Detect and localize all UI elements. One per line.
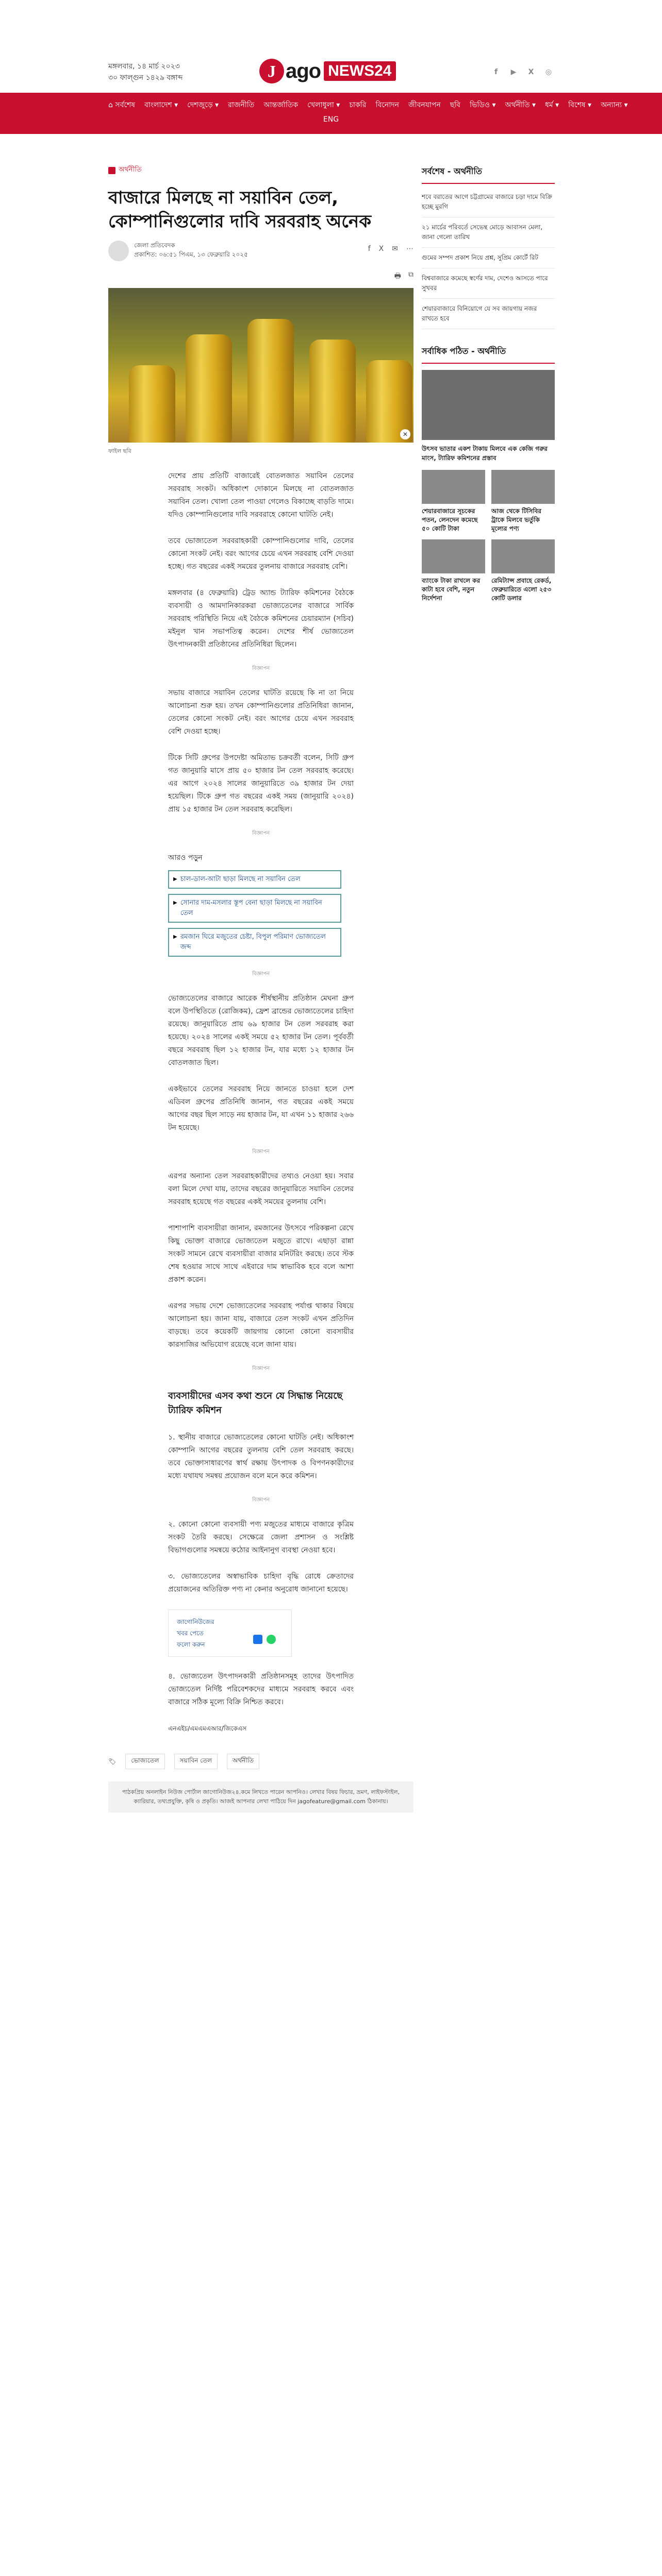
ad-label: বিজ্ঞাপন — [252, 1366, 270, 1371]
nav-item[interactable]: ⌂ সর্বশেষ — [108, 101, 136, 109]
nav-item[interactable]: বিনোদন — [375, 101, 400, 109]
article-tools — [108, 270, 413, 283]
latest-heading: সর্বশেষ - অর্থনীতি — [422, 165, 555, 184]
header-date — [108, 61, 183, 83]
bottle-shape — [247, 319, 294, 443]
decision: ৩. ভোজ্যতেলের অস্বাভাবিক চাহিদা বৃদ্ধি রোধে ক্রেতাদের প্রয়োজনের অতিরিক্ত পণ্য না কেনার অনুরোধ জানানো হয়েছে। — [168, 1572, 354, 1594]
hero-image — [108, 288, 413, 443]
nav-item[interactable]: বাংলাদেশ ▾ — [144, 101, 178, 109]
closing-paragraph: ৪. ভোজ্যতেল উৎপাদনকারী প্রতিষ্ঠানসমূহ তাদের উৎপাদিত ভোজ্যতেল নির্দিষ্ট পরিবেশকদের মাধ্যমে সরবরাহ করবে এবং বাজারে সঠিক মূল্যে বিক্রি নিশ্চিত করবে। — [168, 1672, 354, 1706]
breadcrumb — [108, 165, 413, 176]
related-links — [168, 870, 354, 957]
logo-wordmark: ago — [286, 59, 321, 82]
nav-items — [108, 97, 628, 113]
paragraph: টিকে সিটি গ্রুপের উপদেষ্টা অমিতাভ চক্রবর্তী বলেন, সিটি গ্রুপ গত জানুয়ারি মাসে প্রায় ৫০ হাজার টন তেল সরবরাহ করেছে। এর আগে ২০২৪ সালের জানুয়ারিতে ৩৯ হাজার টন দেয়া হয়েছিল। টিকে গ্রুপ গত বছরের একই সময় (জানুয়ারি ২০২৪) প্রায় ১৫ হাজার টন তেল সরবরাহ করেছিল। — [168, 754, 354, 814]
bottle-shape — [129, 365, 175, 443]
paragraph: এরপর সভায় দেশে ভোজ্যতেলের সরবরাহ পর্যাপ্ত থাকার বিষয়ে আলোচনা হয়। জানা যায়, বাজারে তেল সংকট এখন প্রতিদিন বাড়ছে। তবে কয়েকটি জায়গায় কোনো কোনো ব্যবসায়ীর কারসাজির অভিযোগ রয়েছে বলে জানা যায়। — [168, 1302, 354, 1349]
thumbnail — [422, 470, 485, 504]
latest-item[interactable]: ২১ মার্চের পরিবর্তে সেভেন্থ মোড়ে আবাসন মেলা, জানা গেলো তারিখ — [422, 217, 555, 248]
facebook-share-icon[interactable]: f — [368, 245, 371, 253]
contributor-notice: পাঠকপ্রিয় অনলাইন নিউজ পোর্টাল জাগোনিউজ২৪.কমে লিখতে পারেন আপনিও। লেখার বিষয় ফিচার, ভ্রমণ, লাইফস্টাইল, ক্যারিয়ার, তথ্যপ্রযুক্তি, কৃষি ও প্রকৃতি। আজই আপনার লেখা পাঠিয়ে দিন jagofeature@gmail.com ঠিকানায়। — [108, 1782, 413, 1812]
thumbnail — [491, 470, 555, 504]
popular-card-title: শেয়ারবাজারে সূচকের পতন, লেনদেন কমেছে ৫০ কোটি টাকা — [422, 507, 478, 532]
ad-label: বিজ্ঞাপন — [252, 831, 270, 836]
follow-link[interactable]: ফলো করুন — [177, 1641, 205, 1648]
related-link[interactable] — [168, 894, 341, 923]
also-read-heading: আরও পড়ুন — [168, 854, 203, 862]
paragraph: এরপর অন্যান্য তেল সরবরাহকারীদের তথ্যও নেওয়া হয়। সবার বলা মিলে দেখা যায়, তাদের বছরের জানুয়ারিতে সয়াবিন তেলের সরবরাহ হয়েছে গত বছরের একই সময়ের তুলনায় বেশি। — [168, 1172, 354, 1206]
share-bar — [368, 245, 413, 253]
bottle-shape — [309, 340, 356, 443]
close-icon[interactable]: ✕ — [400, 429, 410, 439]
decision: ১. স্থানীয় বাজারে ভোজ্যতেলের কোনো ঘাটতি নেই। অধিকাংশ কোম্পানি আগের বছরের তুলনায় বেশি তেল সরবরাহ করছে। তবে ভোক্তাসাধারণের স্বার্থ রক্ষায় উৎপাদক ও বিপণনকারীদের মধ্যে যথাযথ সমন্বয় প্রয়োজন বলে মনে করে কমিশন। — [168, 1433, 354, 1480]
subheading: ব্যবসায়ীদের এসব কথা শুনে যে সিদ্ধান্ত নিয়েছে ট্যারিফ কমিশন — [168, 1391, 343, 1416]
x-icon[interactable]: X — [528, 68, 534, 76]
nav-item[interactable]: ধর্ম ▾ — [545, 101, 559, 109]
print-icon[interactable]: 🖶 — [394, 272, 401, 280]
follow-title: জাগোনিউজের — [177, 1618, 214, 1625]
paragraph: সভায় বাজারে সয়াবিন তেলের ঘাটতি রয়েছে কি না তা নিয়ে আলোচনা শুরু হয়। তখন কোম্পানিগুলোর প্রতিনিধিরা জানান, তেলের কোনো সংকট নেই। বরং আগের চেয়ে এখন সরবরাহ বেশি দেওয়া হচ্ছে। — [168, 689, 354, 736]
tag[interactable]: অর্থনীতি — [227, 1754, 259, 1769]
ad-label: বিজ্ঞাপন — [252, 666, 270, 671]
article-title: বাজারে মিলছে না সয়াবিন তেল, কোম্পানিগুলোর দাবি সরবরাহ অনেক — [108, 188, 372, 232]
related-link[interactable] — [168, 928, 341, 957]
breadcrumb-category[interactable]: অর্থনীতি — [119, 166, 142, 174]
popular-lead[interactable] — [422, 370, 555, 463]
paragraph: পাশাপাশি ব্যবসায়ীরা জানান, রমজানের উৎসবে পরিকল্পনা রেখে কিছু ভোক্তা বাজারে ভোজ্যতেল মজুতে রাখে। এছাড়া রান্না সংকট সামনে রেখে ব্যবসায়ীরা বাজার মনিটরিং করছে। তবে স্টক শেষ হওয়ার সাথে সাথে এইবারে দাম স্বাভাবিক হবে বলে আশা প্রকাশ করেন। — [168, 1224, 354, 1284]
arrow-icon: ▶ — [173, 900, 177, 906]
date-line-bangla: ৩০ ফাল্গুন ১৪২৯ বঙ্গাব্দ — [108, 74, 183, 82]
nav-item[interactable]: খেলাধুলা ▾ — [307, 101, 340, 109]
facebook-icon[interactable]: f — [494, 68, 498, 76]
copy-link-icon[interactable]: ⧉ — [408, 270, 413, 279]
thumbnail — [422, 370, 555, 440]
decision: ২. কোনো কোনো ব্যবসায়ী পণ্য মজুতের মাধ্যমে বাজারে কৃত্রিম সংকট তৈরি করছে। সেক্ষেত্রে জেলা প্রশাসন ও সংশ্লিষ্ট বিভাগগুলোর সমন্বয়ে কঠোর আইনানুগ ব্যবস্থা নেওয়া হবে। — [168, 1520, 354, 1554]
popular-lead-title: উৎসব ভাতার একশ টাকায় মিলবে এক কেজি গরুর মাংস, ট্যারিফ কমিশনের প্রস্তাব — [422, 445, 548, 462]
nav-item[interactable]: অর্থনীতি ▾ — [505, 101, 536, 109]
signature: এনএইচ/এমএমএআর/জিকেএস — [168, 1725, 246, 1732]
paragraph: তবে ভোজ্যতেল সরবরাহকারী কোম্পানিগুলোর দাবি, তেলের কোনো সংকট নেই। বরং আগের চেয়ে এখন সরবরাহ বেশি দেওয়া হচ্ছে। গত বছরের একই সময়ের তুলনায় বাজারে সরবরাহ বেশি। — [168, 537, 354, 571]
paragraph: ভোজ্যতেলের বাজারে আরেক শীর্ষস্থানীয় প্রতিষ্ঠান মেঘনা গ্রুপ বলে উপস্থিতিতে (রোজিকম), ফ্রেশ ব্রান্ডের ভোজ্যতেলের চাহিদা রয়েছে। জানুয়ারিতে প্রায় ৬৯ হাজার টন তেল সরবরাহ করা হয়েছে। ২০২৪ সালের একই সময়ে ৫২ হাজার টন তেল। পূর্ববর্তী বছরে সরবরাহ ছিল ১২ হাজার টন, যার মধ্যে ১২ হাজার টন বোতলজাত ছিল। — [168, 994, 354, 1067]
article-body — [168, 470, 354, 1735]
arrow-icon: ▶ — [173, 934, 177, 940]
nav-item[interactable]: আন্তর্জাতিক — [263, 101, 299, 109]
tag[interactable]: সয়াবিন তেল — [174, 1754, 218, 1769]
instagram-icon[interactable]: ◎ — [545, 68, 552, 76]
tag[interactable]: ভোজ্যতেল — [125, 1754, 164, 1769]
sidebar — [422, 134, 555, 603]
ad-label: বিজ্ঞাপন — [252, 1149, 270, 1155]
email-share-icon[interactable]: ✉ — [392, 245, 398, 253]
related-link-text: সোনার দাম-মসলার স্তূপ বেনা ছাড়া মিলছে না সয়াবিন তেল — [180, 899, 322, 917]
nav-item[interactable]: ছবি — [450, 101, 460, 109]
popular-card[interactable] — [491, 539, 555, 603]
photo-caption: ফাইল ছবি — [108, 448, 131, 454]
ad-label: বিজ্ঞাপন — [252, 1497, 270, 1503]
latest-item[interactable]: বিশ্ববাজারে কমেছে স্বর্ণের দাম, দেশেও আসতে পারে সুখবর — [422, 268, 555, 299]
paragraph: দেশের প্রায় প্রতিটি বাজারেই বোতলজাত সয়াবিন তেলের সরবরাহ সংকট। অধিকাংশ দোকানে মিলছে না বোতলজাত সয়াবিন তেল। খোলা তেল পাওয়া গেলেও বিকাচ্ছে বাড়তি দামে। যদিও কোম্পানিগুলোর দাবি সরবরাহে কোনো ঘাটতি নেই। — [168, 472, 354, 519]
language-switch[interactable]: ENG — [323, 115, 339, 124]
related-link[interactable] — [168, 870, 341, 889]
popular-card-title: আজ থেকে টিসিবির ট্রাকে মিলবে ভর্তুকি মূল্যের পণ্য — [491, 507, 541, 532]
popular-card[interactable] — [422, 539, 485, 603]
latest-item[interactable]: শবে বরাতের আগে চট্টগ্রামের বাজারে চড়া দামে বিক্রি হচ্ছে মুরগি — [422, 187, 555, 217]
nav-item[interactable]: ভিডিও ▾ — [469, 101, 496, 109]
follow-box — [168, 1609, 292, 1657]
related-link-text: রমজান ঘিরে মজুতের চেষ্টা, বিপুল পরিমাণ ভোজ্যতেল জব্দ — [180, 933, 326, 951]
date-line: মঙ্গলবার, ১৪ মার্চ ২০২৩ — [108, 62, 180, 71]
site-logo[interactable] — [259, 58, 396, 84]
article-meta — [108, 241, 413, 261]
home-icon[interactable] — [108, 167, 115, 174]
latest-list — [422, 187, 555, 329]
nav-item[interactable]: দেশজুড়ে ▾ — [187, 101, 219, 109]
popular-heading: সর্বাধিক পঠিত - অর্থনীতি — [422, 345, 555, 364]
arrow-icon: ▶ — [173, 876, 177, 882]
popular-card[interactable] — [422, 470, 485, 533]
nav-item[interactable]: চাকরি — [349, 101, 367, 109]
social-links — [491, 67, 554, 77]
author-avatar — [108, 241, 129, 261]
logo-mark: J — [259, 59, 284, 83]
site-header — [0, 0, 662, 93]
youtube-icon[interactable]: ▶ — [510, 68, 517, 76]
thumbnail — [491, 539, 555, 573]
latest-item[interactable]: শেয়ারবাজারে বিনিয়োগে যে সব জায়গায় নজর রাখতে হবে — [422, 299, 555, 329]
publish-time: প্রকাশিত: ০৬:৫১ পিএম, ১৩ ফেব্রুয়ারি ২০২৫ — [134, 251, 248, 258]
tag-list — [108, 1754, 413, 1769]
related-link-text: চাল-ডাল-আটা ছাড়া মিলছে না সয়াবিন তেল — [180, 875, 301, 883]
author-name[interactable]: জেলা প্রতিবেদক — [134, 242, 175, 249]
paragraph: একইভাবে তেলের সরবরাহ নিয়ে জানতে চাওয়া হলে দেশ এডিবল গ্রুপের প্রতিনিধি জানান, গত বছরের একই সময়ে আগের বছর ছিল সাড়ে নয় হাজার টন, যা এখন ১১ হাজার ২৬৬ টন হয়েছে। — [168, 1085, 354, 1132]
popular-card-title: ব্যাংকে টাকা রাখলে কর কাটা হবে বেশি, নতুন নির্দেশনা — [422, 577, 481, 602]
follow-link[interactable]: খবর পেতে — [177, 1630, 204, 1637]
popular-card-title: রেমিট্যান্স প্রবাহে রেকর্ড, ফেব্রুয়ারিতে এলো ২৫৩ কোটি ডলার — [491, 577, 552, 602]
whatsapp-icon[interactable] — [267, 1635, 276, 1644]
nav-item[interactable]: জীবনযাপন — [408, 101, 441, 109]
latest-item[interactable]: গুমের সম্পদ প্রকাশ নিয়ে প্রশ্ন, সুপ্রিম কোর্টে রিট — [422, 248, 555, 268]
nav-item[interactable]: বিশেষ ▾ — [568, 101, 592, 109]
more-share-icon[interactable]: ⋯ — [406, 245, 413, 253]
article — [108, 134, 413, 1812]
paragraph: মঙ্গলবার (৪ ফেব্রুয়ারি) ট্রেড অ্যান্ড ট্যারিফ কমিশনের বৈঠকে ব্যবসায়ী ও আমদানিকারকরা ভোজ্যতেলের বাজারে সার্বিক সরবরাহ পরিস্থিতি নিয়ে এই বৈঠকে কমিশনের চেয়ারম্যান (সচিব) মইনুল খান সভাপতিত্ব করেন। দেশের শীর্ষ ভোজ্যতেল উৎপাদনকারী প্রতিষ্ঠানের প্রতিনিধিরা ছিলেন। — [168, 589, 354, 649]
ad-label: বিজ্ঞাপন — [252, 971, 270, 977]
bottle-shape — [186, 334, 232, 443]
nav-item[interactable]: অন্যান্য ▾ — [601, 101, 628, 109]
nav-item[interactable]: রাজনীতি — [228, 101, 255, 109]
tag-icon: 🏷 — [108, 1758, 117, 1765]
main-nav — [0, 93, 662, 134]
popular-grid — [422, 470, 555, 603]
main-content — [0, 134, 662, 2576]
google-news-icon[interactable] — [253, 1635, 262, 1644]
logo-badge: NEWS24 — [324, 61, 395, 81]
x-share-icon[interactable]: X — [378, 245, 384, 253]
popular-card[interactable] — [491, 470, 555, 533]
thumbnail — [422, 539, 485, 573]
